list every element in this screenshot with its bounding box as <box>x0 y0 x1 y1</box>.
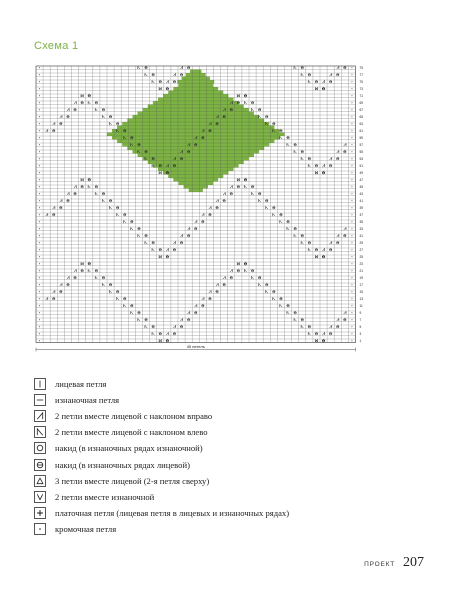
row-number: 5 <box>359 325 362 330</box>
row-number: 1 <box>359 339 362 344</box>
row-number: 47 <box>359 178 364 183</box>
purl-stitch-icon <box>34 394 46 406</box>
row-number: 27 <box>359 248 364 253</box>
row-number: 33 <box>359 227 364 232</box>
legend-item <box>34 442 203 454</box>
legend-label: лицевая петля <box>55 379 107 389</box>
legend-item <box>34 410 212 422</box>
row-number: 69 <box>359 101 364 106</box>
legend-label: накид (в изнаночных рядах лицевой) <box>55 459 190 470</box>
row-number: 17 <box>359 283 364 288</box>
row-number: 61 <box>359 129 364 134</box>
row-number: 55 <box>359 150 364 155</box>
legend-label: кромочная петля <box>55 523 117 534</box>
legend-item <box>34 507 289 519</box>
garter-stitch-icon <box>34 507 46 519</box>
row-number: 3 <box>359 332 362 337</box>
row-number: 45 <box>359 185 364 190</box>
page-number: 207 <box>403 555 424 570</box>
row-number: 77 <box>359 73 364 78</box>
legend-label: платочная петля (лицевая петля в лицевых и изнаночных рядах) <box>55 507 290 518</box>
row-number: 59 <box>359 136 364 141</box>
row-number: 9 <box>359 311 362 316</box>
legend-label: 3 петли вместе лицевой (2-я петля сверху) <box>55 475 210 486</box>
leaf-motif <box>107 70 285 193</box>
legend-label: 2 петли вместе лицевой с наклоном вправо <box>55 411 213 422</box>
row-number: 67 <box>359 108 364 113</box>
row-number: 15 <box>359 290 364 295</box>
row-number: 75 <box>359 80 364 85</box>
row-number: 25 <box>359 255 364 260</box>
row-number: 7 <box>359 318 362 323</box>
k3tog-icon <box>34 475 46 487</box>
width-dimension <box>36 344 356 352</box>
legend-item <box>34 491 154 503</box>
row-number: 79 <box>359 66 364 71</box>
width-label: 45 петель <box>186 344 205 349</box>
legend-item <box>34 426 208 438</box>
row-number: 65 <box>359 115 364 120</box>
k2tog-right-icon <box>34 410 46 422</box>
knit-stitch-icon <box>34 378 46 390</box>
legend-item <box>34 523 116 535</box>
row-number: 57 <box>359 143 364 148</box>
row-number: 71 <box>359 94 364 99</box>
row-numbers <box>360 66 364 343</box>
row-number: 39 <box>359 206 364 211</box>
row-number: 13 <box>359 297 364 302</box>
row-number: 29 <box>359 241 364 246</box>
p2tog-icon <box>34 491 46 503</box>
legend-item <box>34 459 190 471</box>
page-footer <box>364 555 424 571</box>
knitting-chart <box>34 64 364 364</box>
row-number: 37 <box>359 213 364 218</box>
yarn-over-knit-icon <box>34 459 46 471</box>
row-number: 19 <box>359 276 364 281</box>
row-number: 53 <box>359 157 364 162</box>
legend-item <box>34 475 209 487</box>
row-number: 43 <box>359 192 364 197</box>
row-number: 73 <box>359 87 364 92</box>
legend-label: 2 петли вместе изнаночной <box>55 491 155 502</box>
legend-label: изнаночная петля <box>55 395 120 406</box>
row-number: 23 <box>359 262 364 267</box>
row-number: 63 <box>359 122 364 127</box>
row-number: 49 <box>359 171 364 176</box>
edge-stitch-icon <box>34 523 46 535</box>
legend-label: 2 петли вместе лицевой с наклоном влево <box>55 427 208 438</box>
row-number: 35 <box>359 220 364 225</box>
section-label: ПРОЕКТ <box>364 561 395 568</box>
legend-item <box>34 394 119 406</box>
row-number: 51 <box>359 164 364 169</box>
legend-item <box>34 378 106 390</box>
row-number: 31 <box>359 234 364 239</box>
legend-label: накид (в изнаночных рядах изнаночной) <box>55 443 203 454</box>
k2tog-left-icon <box>34 426 46 438</box>
row-number: 21 <box>359 269 364 274</box>
row-number: 41 <box>359 199 364 204</box>
row-number: 11 <box>359 304 363 309</box>
scheme-title: Схема 1 <box>34 40 79 52</box>
yarn-over-purl-icon <box>34 442 46 454</box>
